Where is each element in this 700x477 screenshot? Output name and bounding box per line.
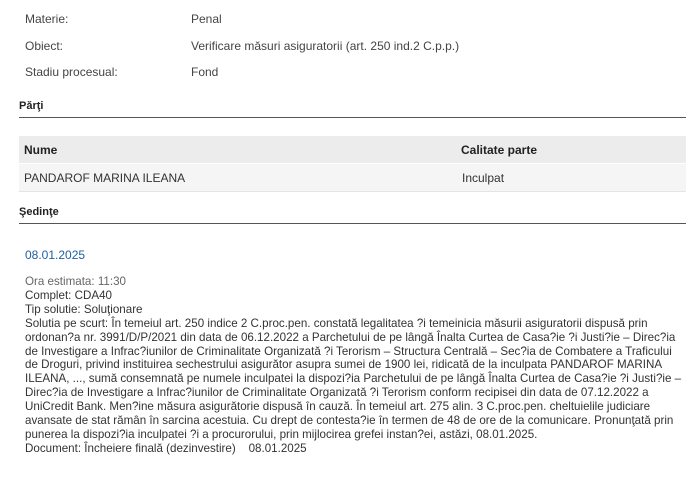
case-info-materie-label: Materie:: [25, 12, 69, 26]
solution-line: de Investigare a Infrac?iunilor de Criminalitate Organizată ?i Terorism – Structura Centrală – Sec?ia de Combatere a Traficului: [25, 344, 672, 358]
table-row: [19, 164, 686, 192]
hearing-document: Document: Încheiere finală (dezinvestire) 08.01.2025: [25, 441, 307, 455]
col-header-calitate: Calitate parte: [461, 143, 538, 157]
hearing-time: [25, 275, 690, 289]
hearing-details: [25, 275, 690, 456]
party-role: Inculpat: [462, 171, 505, 185]
hearing-solution-type: Tip solutie: Soluţionare: [25, 302, 143, 316]
hearing-time-label: Ora estimata:: [25, 275, 95, 288]
sedinte-section-title: Şedinţe: [19, 206, 59, 218]
solution-line: ordonan?a nr. 3991/D/P/2021 din data de 06.12.2022 a Parchetului de pe lângă Înalta Curtea de Casa?ie ?i Justi?ie – Direc?ia: [25, 330, 676, 344]
solution-line: Direc?ia de Investigare a Infrac?iunilor de Criminalitate Organizată ?i Terorism conform recipisei din data de 07.12.2022 a: [25, 386, 649, 400]
solution-line: avansate de stat rămân în sarcina acestuia. Cu drept de contesta?ie în termen de 48 de ore de la comunicare. Pronunţată prin: [25, 414, 674, 428]
party-name: PANDAROF MARINA ILEANA: [24, 171, 186, 185]
solution-line: ILEANA, ..., sumă consemnată pe numele inculpatei la dispozi?ia Parchetului de pe lângă Înalta Curtea de Casa?ie ?i Justi?ie –: [25, 372, 682, 386]
hearing-panel: Complet: CDA40: [25, 288, 112, 302]
parti-section-title: Părţi: [19, 100, 44, 112]
solution-line: punerea la dispozi?ia inculpatei ?i a procurorului, prin mijlocirea grefei instan?ei, astăzi, 08.01.2025.: [25, 427, 538, 441]
solution-line: Solutia pe scurt: În temeiul art. 250 indice 2 C.proc.pen. constată legalitatea ?i temeinicia măsurii asiguratorii dispusă prin: [25, 316, 648, 330]
solution-line: de Droguri, privind instituirea sechestrului asigurător asupra sumei de 1900 lei, ridicată de la inculpata PANDAROF MARINA: [25, 358, 663, 372]
parti-divider: [19, 117, 686, 118]
case-info-obiect-value: Verificare măsuri asiguratorii (art. 250 ind.2 C.p.p.): [191, 39, 460, 53]
col-header-nume: Nume: [24, 143, 58, 157]
case-info-obiect-label: Obiect:: [25, 39, 64, 53]
hearing-time-value: 11:30: [97, 275, 126, 288]
case-info-stadiu-label: Stadiu procesual:: [25, 65, 118, 79]
hearing-date-link[interactable]: 08.01.2025: [25, 248, 86, 262]
case-info-materie-value: Penal: [191, 12, 222, 26]
sedinte-divider: [19, 223, 686, 224]
parti-table-header: [19, 136, 686, 163]
case-info-stadiu-value: Fond: [191, 65, 219, 79]
solution-line: UniCredit Bank. Men?ine măsura asigurătorie dispusă în cauză. În temeiul art. 275 alin. 3 C.proc.pen. cheltuielile judiciare: [25, 400, 651, 414]
